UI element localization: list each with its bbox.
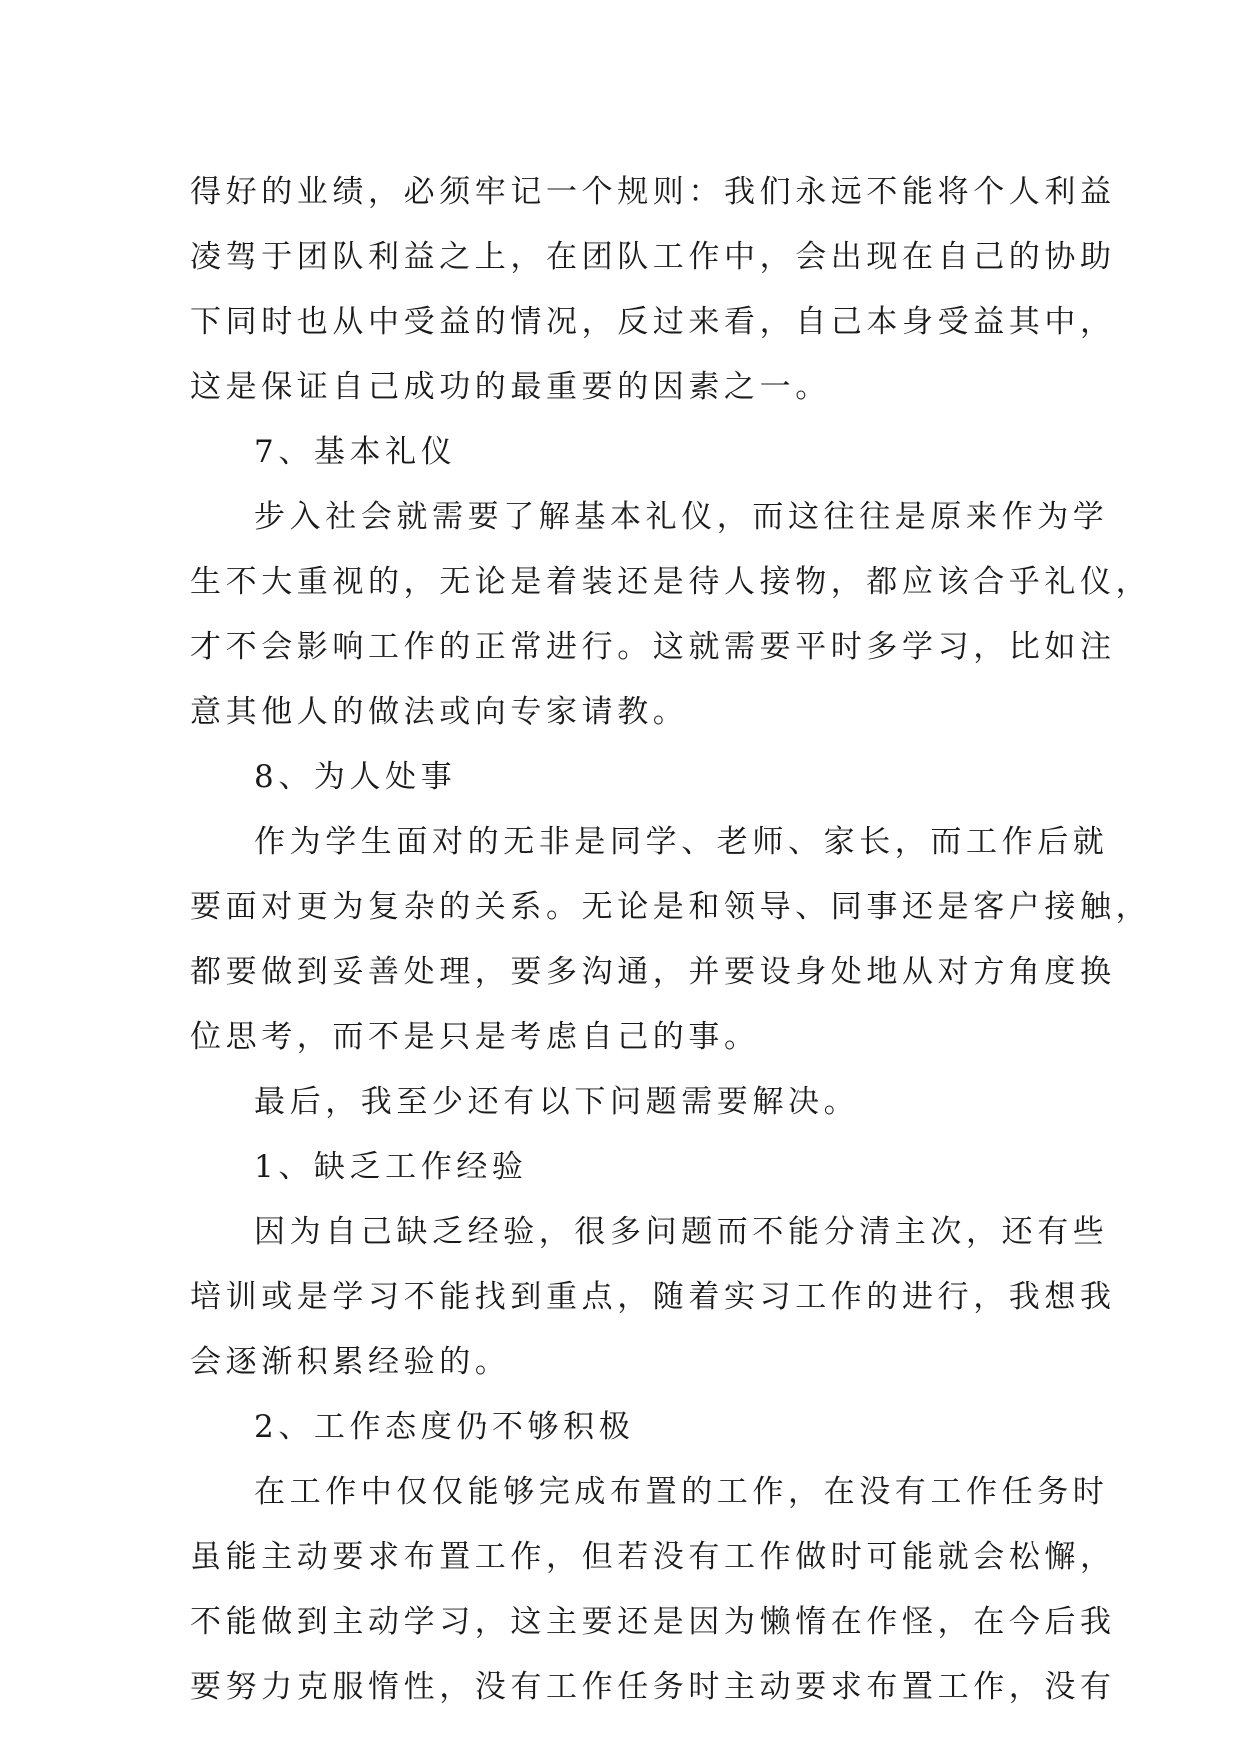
paragraph-first-line: 步入社会就需要了解基本礼仪，而这往往是原来作为学 bbox=[254, 499, 1109, 535]
section-heading: 7、基本礼仪 bbox=[254, 434, 457, 470]
paragraph-first-line: 最后，我至少还有以下问题需要解决。 bbox=[254, 1084, 860, 1120]
text-line: 意其他人的做法或向专家请教。 bbox=[190, 694, 689, 730]
text-line: 都要做到妥善处理，要多沟通，并要设身处地从对方角度换 bbox=[190, 954, 1116, 990]
text-line: 培训或是学习不能找到重点，随着实习工作的进行，我想我 bbox=[190, 1279, 1116, 1315]
text-line: 位思考，而不是只是考虑自己的事。 bbox=[190, 1019, 760, 1055]
text-line: 凌驾于团队利益之上，在团队工作中，会出现在自己的协助 bbox=[190, 239, 1116, 275]
section-heading: 2、工作态度仍不够积极 bbox=[254, 1409, 635, 1445]
text-line: 才不会影响工作的正常进行。这就需要平时多学习，比如注 bbox=[190, 629, 1116, 665]
text-line: 虽能主动要求布置工作，但若没有工作做时可能就会松懈， bbox=[190, 1539, 1116, 1575]
section-heading: 1、缺乏工作经验 bbox=[254, 1149, 528, 1185]
text-line: 下同时也从中受益的情况，反过来看，自己本身受益其中， bbox=[190, 304, 1116, 340]
text-line: 生不大重视的，无论是着装还是待人接物，都应该合乎礼仪， bbox=[190, 564, 1152, 600]
paragraph-first-line: 作为学生面对的无非是同学、老师、家长，而工作后就 bbox=[254, 824, 1109, 860]
text-line: 要面对更为复杂的关系。无论是和领导、同事还是客户接触， bbox=[190, 889, 1152, 925]
section-heading: 8、为人处事 bbox=[254, 759, 457, 795]
paragraph-first-line: 因为自己缺乏经验，很多问题而不能分清主次，还有些 bbox=[254, 1214, 1109, 1250]
text-line: 这是保证自己成功的最重要的因素之一。 bbox=[190, 369, 831, 405]
text-line: 得好的业绩，必须牢记一个规则：我们永远不能将个人利益 bbox=[190, 174, 1116, 210]
text-line: 不能做到主动学习，这主要还是因为懒惰在作怪，在今后我 bbox=[190, 1604, 1116, 1640]
paragraph-first-line: 在工作中仅仅能够完成布置的工作，在没有工作任务时 bbox=[254, 1474, 1109, 1510]
text-line: 会逐渐积累经验的。 bbox=[190, 1344, 511, 1380]
text-line: 要努力克服惰性，没有工作任务时主动要求布置工作，没有 bbox=[190, 1669, 1116, 1705]
document-body bbox=[190, 160, 1152, 1720]
